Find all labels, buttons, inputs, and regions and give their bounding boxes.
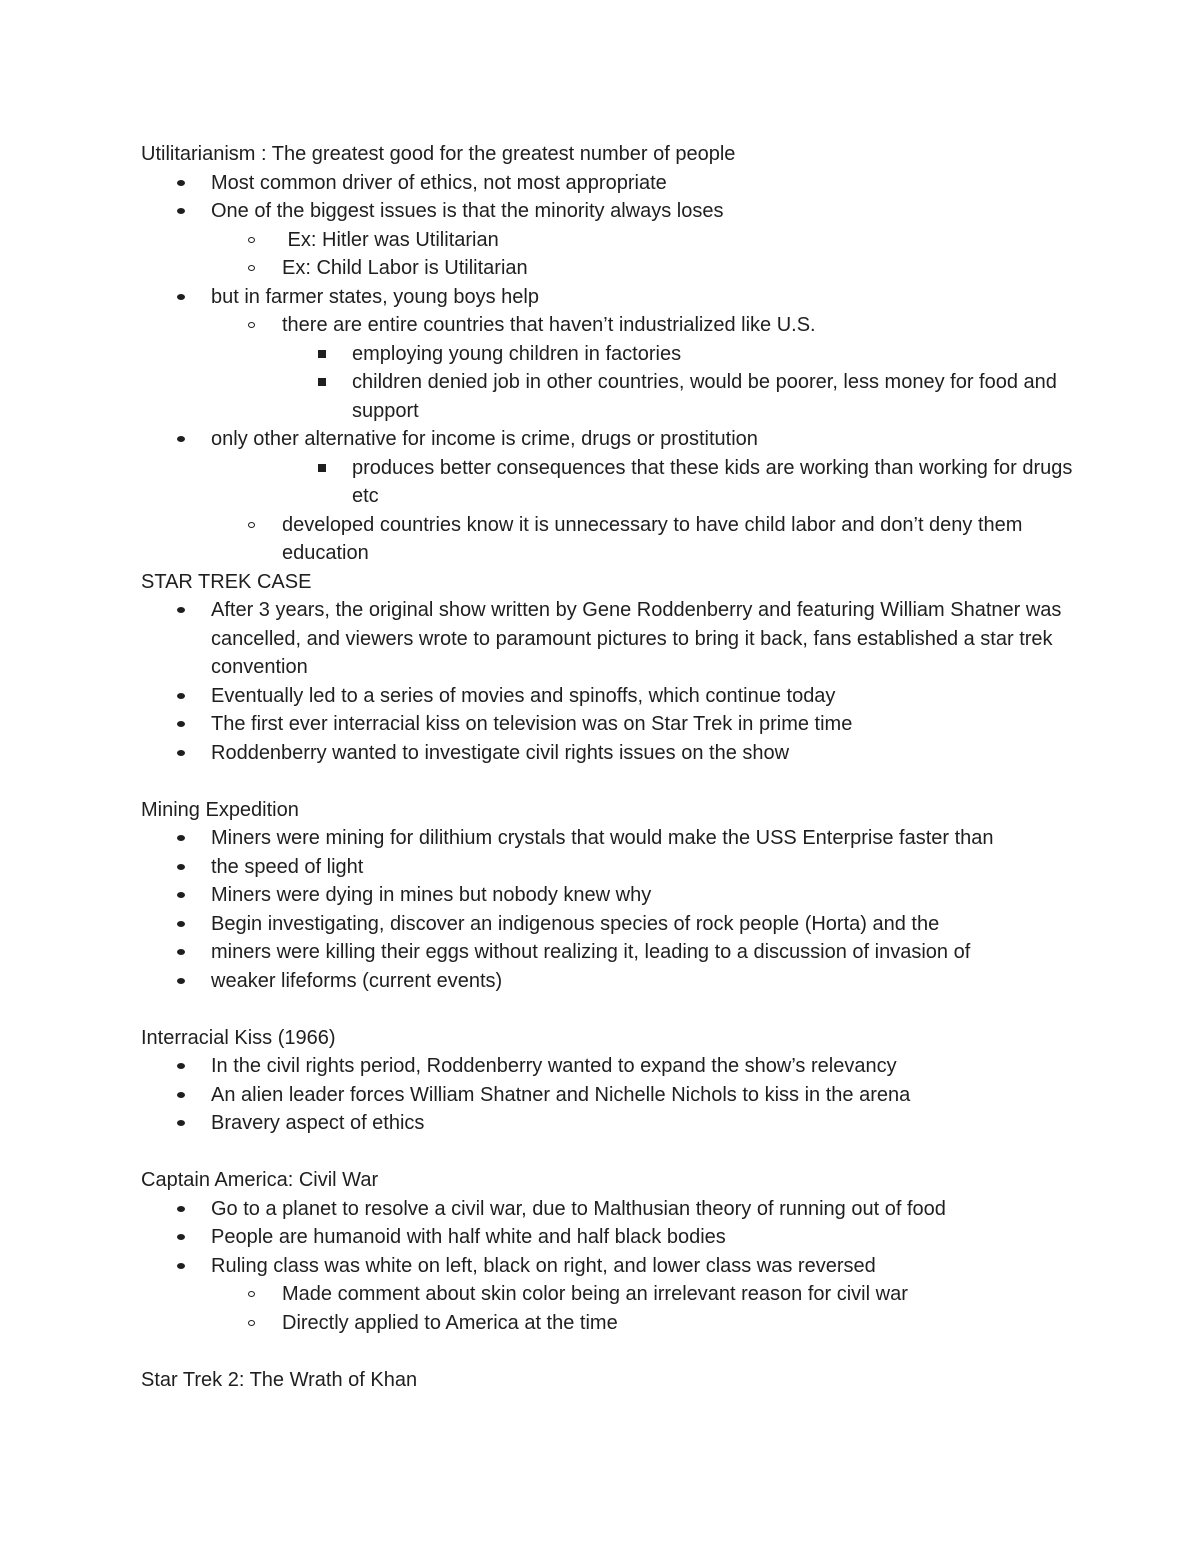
list-item — [141, 1309, 1081, 1338]
list-item — [141, 1109, 1081, 1138]
star-trek-case-list — [141, 596, 1081, 767]
utilitarianism-list — [141, 169, 1081, 568]
bullet-dot-icon — [177, 1092, 185, 1098]
list-item-text: Begin investigating, discover an indigenous species of rock people (Horta) and the — [211, 912, 940, 935]
list-item — [141, 1052, 1081, 1081]
list-item — [141, 1081, 1081, 1110]
document-body — [141, 140, 1081, 1394]
list-item-text: developed countries know it is unnecessary to have child labor and don’t deny them education — [282, 513, 1023, 564]
bullet-square-icon — [318, 350, 326, 358]
list-item — [141, 1223, 1081, 1252]
list-item — [141, 910, 1081, 939]
list-item — [141, 967, 1081, 996]
list-item-text: Bravery aspect of ethics — [211, 1112, 425, 1134]
list-item-text: but in farmer states, young boys help — [211, 285, 539, 308]
list-item — [141, 311, 1081, 340]
list-item — [141, 881, 1081, 910]
bullet-circle-icon — [248, 237, 255, 243]
list-item-text: Ex: Child Labor is Utilitarian — [282, 257, 528, 279]
section-spacer — [141, 1337, 1081, 1366]
list-item-text: Roddenberry wanted to investigate civil rights issues on the show — [211, 741, 790, 764]
section-spacer — [141, 1138, 1081, 1167]
bullet-square-icon — [318, 464, 326, 472]
bullet-dot-icon — [177, 693, 185, 699]
list-item-text: Most common driver of ethics, not most appropriate — [211, 171, 667, 194]
list-item — [141, 283, 1081, 312]
list-item-text: In the civil rights period, Roddenberry wanted to expand the show’s relevancy — [211, 1055, 897, 1077]
list-item — [141, 511, 1081, 568]
list-item-text: children denied job in other countries, would be poorer, less money for food and support — [352, 371, 1057, 422]
list-item — [141, 938, 1081, 967]
list-item — [141, 197, 1081, 226]
bullet-dot-icon — [177, 208, 185, 214]
bullet-dot-icon — [177, 436, 185, 442]
bullet-dot-icon — [177, 180, 185, 186]
utilitarianism-heading: Utilitarianism : The greatest good for the greatest number of people — [141, 143, 736, 165]
list-item-text: Ruling class was white on left, black on right, and lower class was reversed — [211, 1254, 876, 1277]
bullet-dot-icon — [177, 1120, 185, 1126]
list-item — [141, 853, 1081, 882]
list-item — [141, 682, 1081, 711]
bullet-dot-icon — [177, 721, 185, 727]
list-item — [141, 710, 1081, 739]
list-item — [141, 824, 1081, 853]
mining-expedition-list — [141, 824, 1081, 995]
list-item — [141, 425, 1081, 454]
list-item-text: Ex: Hitler was Utilitarian — [282, 228, 499, 251]
list-item — [141, 226, 1081, 255]
star-trek-case-heading: STAR TREK CASE — [141, 570, 312, 593]
list-item — [141, 739, 1081, 768]
bullet-dot-icon — [177, 892, 185, 898]
list-item — [141, 368, 1081, 425]
list-item-text: weaker lifeforms (current events) — [211, 969, 503, 992]
list-item-text: the speed of light — [211, 855, 364, 878]
bullet-dot-icon — [177, 949, 185, 955]
list-item-text: Directly applied to America at the time — [282, 1311, 618, 1334]
bullet-dot-icon — [177, 978, 185, 984]
list-item-text: After 3 years, the original show written by Gene Roddenberry and featuring William Shatner was cancelled, and viewers wrote to paramount pictures to bring it back, fans established a star trek convention — [211, 599, 1062, 678]
bullet-circle-icon — [248, 265, 255, 271]
list-item-text: produces better consequences that these kids are working than working for drugs etc — [352, 456, 1073, 507]
list-item-text: there are entire countries that haven’t industrialized like U.S. — [282, 314, 816, 336]
bullet-dot-icon — [177, 1234, 185, 1240]
bullet-dot-icon — [177, 750, 185, 756]
bullet-dot-icon — [177, 1206, 185, 1212]
list-item-text: Made comment about skin color being an irrelevant reason for civil war — [282, 1283, 908, 1305]
list-item-text: People are humanoid with half white and half black bodies — [211, 1226, 726, 1248]
bullet-circle-icon — [248, 1291, 255, 1297]
list-item — [141, 1280, 1081, 1309]
bullet-circle-icon — [248, 1320, 255, 1326]
bullet-circle-icon — [248, 522, 255, 528]
list-item — [141, 1195, 1081, 1224]
bullet-dot-icon — [177, 607, 185, 613]
bullet-dot-icon — [177, 921, 185, 927]
bullet-square-icon — [318, 378, 326, 386]
list-item-text: Miners were dying in mines but nobody knew why — [211, 884, 652, 906]
section-spacer — [141, 767, 1081, 796]
list-item — [141, 454, 1081, 511]
bullet-dot-icon — [177, 1263, 185, 1269]
list-item — [141, 1252, 1081, 1281]
bullet-dot-icon — [177, 294, 185, 300]
list-item — [141, 340, 1081, 369]
list-item-text: only other alternative for income is crime, drugs or prostitution — [211, 428, 758, 450]
list-item-text: An alien leader forces William Shatner and Nichelle Nichols to kiss in the arena — [211, 1083, 911, 1106]
list-item — [141, 169, 1081, 198]
captain-america-heading: Captain America: Civil War — [141, 1169, 379, 1191]
list-item-text: miners were killing their eggs without realizing it, leading to a discussion of invasion of — [211, 941, 971, 963]
wrath-of-khan-heading: Star Trek 2: The Wrath of Khan — [141, 1368, 418, 1391]
list-item — [141, 596, 1081, 682]
bullet-dot-icon — [177, 864, 185, 870]
list-item-text: Miners were mining for dilithium crystals that would make the USS Enterprise faster than — [211, 827, 994, 849]
bullet-circle-icon — [248, 322, 255, 328]
bullet-dot-icon — [177, 1063, 185, 1069]
list-item — [141, 254, 1081, 283]
list-item-text: The first ever interracial kiss on television was on Star Trek in prime time — [211, 713, 853, 735]
list-item-text: Eventually led to a series of movies and spinoffs, which continue today — [211, 684, 836, 707]
list-item-text: Go to a planet to resolve a civil war, due to Malthusian theory of running out of food — [211, 1197, 946, 1220]
interracial-kiss-list — [141, 1052, 1081, 1138]
interracial-kiss-heading: Interracial Kiss (1966) — [141, 1026, 336, 1049]
mining-expedition-heading: Mining Expedition — [141, 798, 299, 821]
bullet-dot-icon — [177, 835, 185, 841]
captain-america-list — [141, 1195, 1081, 1338]
section-spacer — [141, 995, 1081, 1024]
list-item-text: employing young children in factories — [352, 342, 682, 365]
list-item-text: One of the biggest issues is that the minority always loses — [211, 200, 724, 222]
